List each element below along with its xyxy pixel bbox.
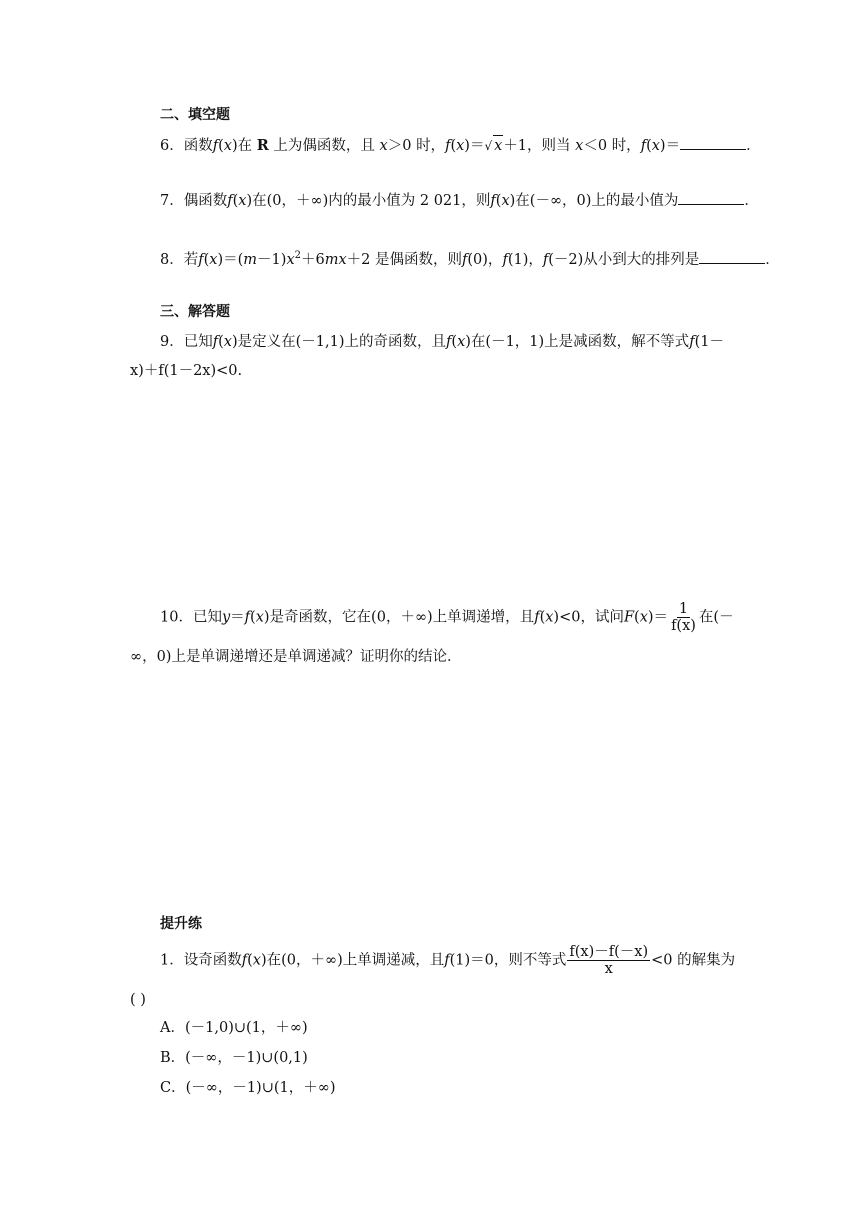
- question-6: 6．函数f(x)在 R 上为偶函数，且 x＞0 时，f(x)＝√ x＋1，则当 x＜0 时，f(x)＝ ．: [160, 137, 761, 154]
- option-a: A．(－1,0)∪(1，＋∞): [160, 1020, 308, 1036]
- question-9-line-1: 9．已知f(x)是定义在(－1,1)上的奇函数，且f(x)在(－1，1)上是减函数，解不等式f(1－: [160, 334, 724, 350]
- question-10-line-2: ∞，0)上是单调递增还是单调递减？证明你的结论．: [130, 649, 462, 665]
- question-10-line-1: 10．已知y＝f(x)是奇函数，它在(0，＋∞)上单调递增，且f(x)<0，试问F(x)＝ $\frac{1}{f(x)}$ 在(－: [160, 601, 734, 634]
- answer-blank: [699, 249, 765, 264]
- answer-bracket: ( ): [130, 992, 146, 1008]
- section-title-solve: 三、解答题: [160, 304, 230, 320]
- question-9-line-2: x)＋f(1－2x)<0.: [130, 363, 243, 379]
- practice-1-line-1: 1．设奇函数f(x)在(0，＋∞)上单调递减，且f(1)＝0，则不等式 $\frac{f(x)-f(-x)}{x}$ <0 的解集为: [160, 944, 736, 977]
- answer-blank: [680, 135, 746, 150]
- option-c: C．(－∞，－1)∪(1，＋∞): [160, 1080, 336, 1096]
- question-7: 7．偶函数f(x)在(0，＋∞)内的最小值为 2 021，则f(x)在(－∞，0)上的最小值为 ．: [160, 190, 759, 211]
- fraction: $\frac{f(x)-f(-x)}{x}$: [569, 944, 649, 977]
- option-b: B．(－∞，－1)∪(0,1): [160, 1050, 308, 1066]
- section-title-advanced: 提升练: [160, 916, 202, 932]
- question-8: 8．若$f(x)=(m-1)x^2+6mx+2$ 是偶函数，则f(0)，f(1)，f(－2)从小到大的排列是 ．: [160, 250, 780, 268]
- fraction: $\frac{1}{f(x)}$: [671, 601, 696, 634]
- answer-blank: [678, 190, 744, 205]
- section-title-fill-in: 二、填空题: [160, 107, 230, 123]
